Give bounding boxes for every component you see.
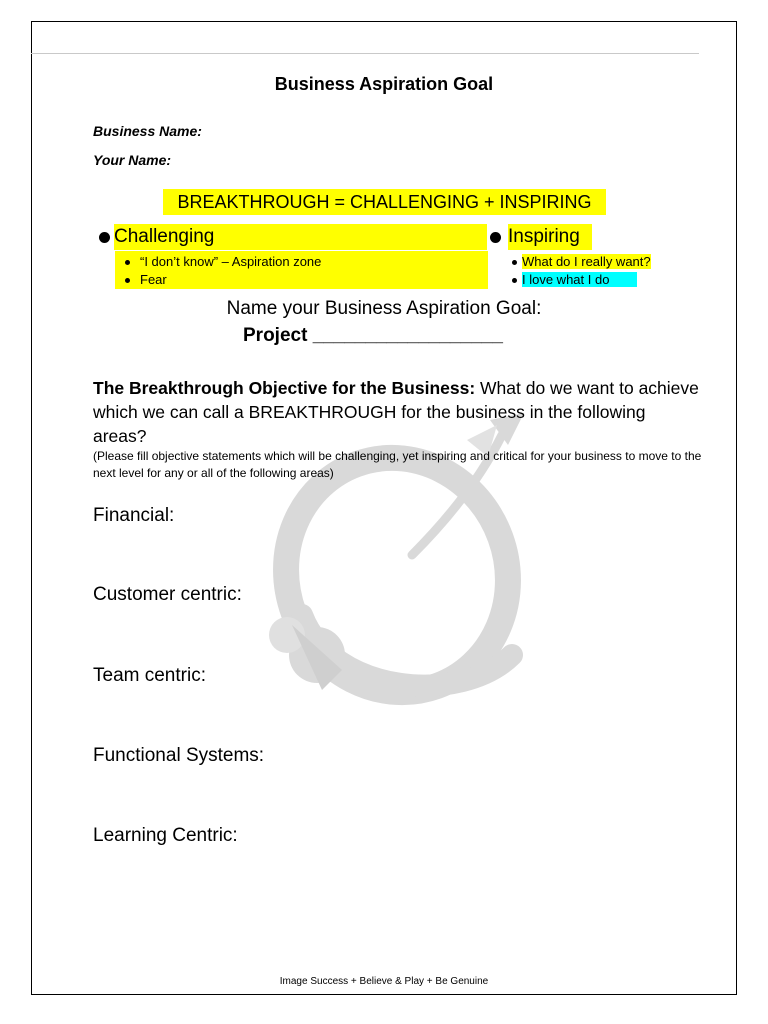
your-name-label: Your Name: xyxy=(93,152,172,168)
objective-note: (Please fill objective statements which will be challenging, yet inspiring and critical for your business to move to the next level for any or all of the following areas) xyxy=(93,449,702,480)
inspiring-label: Inspiring xyxy=(508,224,592,250)
area-financial: Financial: xyxy=(93,505,175,526)
area-customer-centric: Customer centric: xyxy=(93,584,242,605)
business-name-label: Business Name: xyxy=(93,123,202,139)
page-footer: Image Success + Believe & Play + Be Genuine xyxy=(279,976,489,987)
bullet-icon xyxy=(512,278,517,283)
bullet-icon xyxy=(125,278,130,283)
challenging-item: Fear xyxy=(125,272,167,288)
challenging-heading xyxy=(99,224,487,250)
inspiring-item: I love what I do xyxy=(512,272,637,288)
area-functional-systems: Functional Systems: xyxy=(93,745,265,766)
document-title: Business Aspiration Goal xyxy=(274,74,494,94)
challenging-item: “I don’t know” – Aspiration zone xyxy=(125,254,321,270)
bullet-icon xyxy=(490,232,501,243)
area-team-centric: Team centric: xyxy=(93,665,206,686)
inspiring-item: What do I really want? xyxy=(512,254,651,270)
goal-prompt: Name your Business Aspiration Goal: xyxy=(226,298,542,319)
header-rule xyxy=(31,53,699,54)
breakthrough-formula: BREAKTHROUGH = CHALLENGING + INSPIRING xyxy=(163,189,606,215)
area-learning-centric: Learning Centric: xyxy=(93,825,238,846)
inspiring-heading xyxy=(490,224,592,250)
objective-paragraph: The Breakthrough Objective for the Business: What do we want to achieve which we can call a BREAKTHROUGH for the business in the following areas? xyxy=(93,378,699,446)
bullet-icon xyxy=(512,260,517,265)
bullet-icon xyxy=(99,232,110,243)
challenging-label: Challenging xyxy=(114,224,487,250)
bullet-icon xyxy=(125,260,130,265)
project-line: Project __________________ xyxy=(243,325,503,346)
